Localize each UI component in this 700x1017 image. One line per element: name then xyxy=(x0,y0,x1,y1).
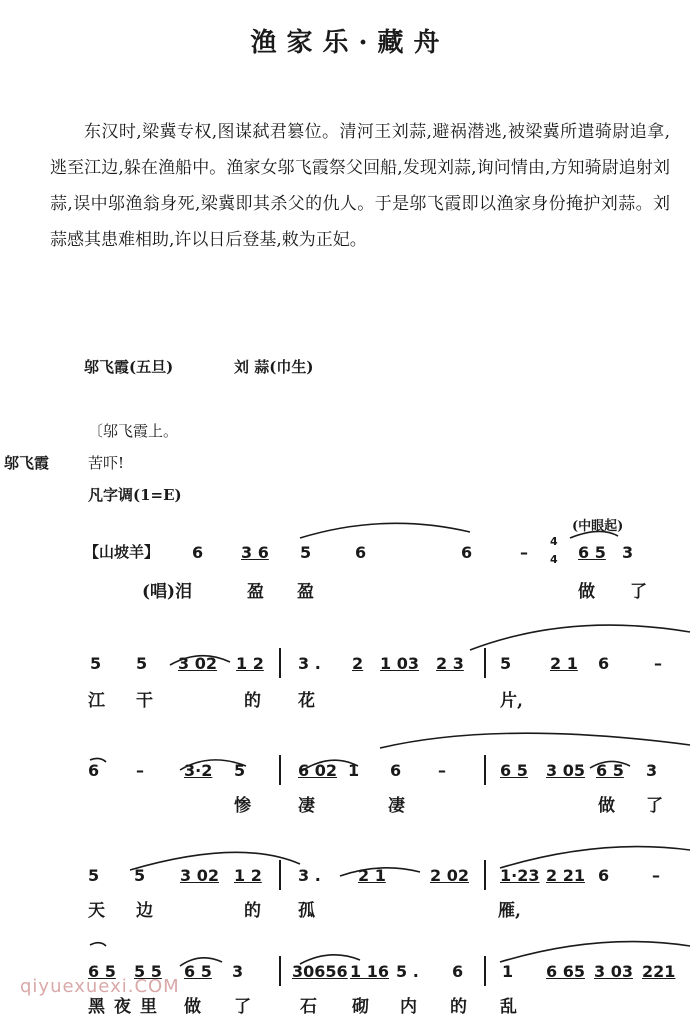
lyric: (唱)泪 xyxy=(142,582,193,602)
note: 2 3 xyxy=(436,654,464,673)
intro-paragraph: 东汉时,梁冀专权,图谋弑君篡位。清河王刘蒜,避祸潜逃,被梁冀所遣骑尉追拿,逃至江边,躲在渔船中。渔家女邬飞霞祭父回船,发现刘蒜,询问情由,方知骑尉追射刘蒜,误中邬渔翁身死,梁冀即其杀父的仇人。于是邬飞霞即以渔家身份掩护刘蒜。刘蒜感其患难相助,许以日后登基,敕为正妃。 xyxy=(50,122,670,250)
note: 6 xyxy=(598,866,610,885)
lyric: 做 xyxy=(578,582,595,602)
note: 6 xyxy=(88,761,100,780)
note: – xyxy=(438,761,446,780)
lyric: 的 xyxy=(450,997,467,1017)
note: – xyxy=(654,654,662,673)
lyric: 孤 xyxy=(298,901,315,921)
note: 1 xyxy=(502,962,514,981)
lyric: 了 xyxy=(646,796,663,816)
note: 3 xyxy=(646,761,658,780)
page-title: 渔家乐·藏舟 xyxy=(250,28,450,58)
note: 6 65 xyxy=(546,962,585,981)
barline xyxy=(279,860,281,890)
note: 3 6 xyxy=(241,543,269,562)
lyric: 片, xyxy=(500,691,523,711)
score-row-3 xyxy=(0,745,700,845)
note: 6 xyxy=(192,543,204,562)
barline xyxy=(279,956,281,986)
note: 1·23 xyxy=(500,866,540,885)
cast-role-2: 刘 蒜(巾生) xyxy=(234,358,314,376)
note: 1 16 xyxy=(350,962,389,981)
stage-direction: 〔邬飞霞上。 xyxy=(88,422,179,440)
note: – xyxy=(652,866,660,885)
note: 2 02 xyxy=(430,866,469,885)
score-row-4 xyxy=(0,850,700,950)
lyric: 边 xyxy=(136,901,153,921)
note: 2 1 xyxy=(358,866,386,885)
note: 3 02 xyxy=(178,654,217,673)
note: 1 2 xyxy=(236,654,264,673)
note: 3 05 xyxy=(546,761,585,780)
note: 6 xyxy=(452,962,464,981)
lyric: 盈 xyxy=(247,582,264,602)
note: 5 xyxy=(300,543,312,562)
lyric: 做 xyxy=(598,796,615,816)
tune-label: 【山坡羊】 xyxy=(84,543,160,561)
watermark: qiyuexuexi.COM xyxy=(20,976,180,997)
note: 5 . xyxy=(396,962,419,981)
lyric: 了 xyxy=(630,582,647,602)
note: 1 03 xyxy=(380,654,419,673)
barline xyxy=(484,755,486,785)
note: 5 xyxy=(500,654,512,673)
lyric: 里 xyxy=(140,997,157,1017)
barline xyxy=(484,956,486,986)
note: 2 21 xyxy=(546,866,585,885)
lyric: 夜 xyxy=(114,997,131,1017)
time-sig-bottom: 4 xyxy=(550,553,558,566)
lyric: 了 xyxy=(234,997,251,1017)
lyric: 江 xyxy=(88,691,105,711)
note: 1 xyxy=(348,761,360,780)
score-row-2 xyxy=(0,640,700,740)
lyric: 做 xyxy=(184,997,201,1017)
note: 5 xyxy=(90,654,102,673)
speaker-name: 邬飞霞 xyxy=(4,454,50,472)
barline xyxy=(279,755,281,785)
lyric: 雁, xyxy=(498,901,521,921)
barline xyxy=(484,860,486,890)
note: 6 xyxy=(461,543,473,562)
note: 6 xyxy=(355,543,367,562)
barline xyxy=(279,648,281,678)
lyric: 惨 xyxy=(234,796,251,816)
score-row-1 xyxy=(0,515,700,615)
lyric: 天 xyxy=(88,901,105,921)
note: 1 2 xyxy=(234,866,262,885)
note: 6 xyxy=(390,761,402,780)
barline xyxy=(484,648,486,678)
lyric: 凄 xyxy=(298,796,315,816)
note: 6 5 xyxy=(578,543,606,562)
note: 5 xyxy=(134,866,146,885)
lyric: 石 xyxy=(300,997,317,1017)
lyric: 盈 xyxy=(297,582,314,602)
note: 6 xyxy=(598,654,610,673)
lyric: 黑 xyxy=(88,997,105,1017)
note: 30656 xyxy=(292,962,348,981)
cast-role-1: 邬飞霞(五旦) xyxy=(84,358,174,376)
note: 5 xyxy=(88,866,100,885)
note: 3 xyxy=(232,962,244,981)
note: 6 5 xyxy=(596,761,624,780)
note: 3 02 xyxy=(180,866,219,885)
note: 6 5 xyxy=(184,962,212,981)
lyric: 砌 xyxy=(352,997,369,1017)
lyric: 凄 xyxy=(388,796,405,816)
note: 6 02 xyxy=(298,761,337,780)
note: 5 xyxy=(136,654,148,673)
note: 3 . xyxy=(298,654,321,673)
note: – xyxy=(136,761,144,780)
note: 2 1 xyxy=(550,654,578,673)
note: 3 . xyxy=(298,866,321,885)
tempo-mark: (中眼起) xyxy=(572,519,624,534)
note: 5 xyxy=(234,761,246,780)
lyric: 乱 xyxy=(500,997,517,1017)
note: – xyxy=(520,543,528,562)
note: 5 5 xyxy=(134,962,162,981)
lyric: 内 xyxy=(400,997,417,1017)
note: 221 xyxy=(642,962,676,981)
key-signature: 凡字调(1=E) xyxy=(88,486,182,504)
note: 3·2 xyxy=(184,761,213,780)
time-sig-top: 4 xyxy=(550,535,558,548)
note: 3 03 xyxy=(594,962,633,981)
lyric: 的 xyxy=(244,691,261,711)
note: 6 5 xyxy=(500,761,528,780)
lyric: 的 xyxy=(244,901,261,921)
note: 2 xyxy=(352,654,364,673)
note: 6 5 xyxy=(88,962,116,981)
lyric: 花 xyxy=(298,691,315,711)
lyric: 干 xyxy=(136,691,153,711)
note: 3 xyxy=(622,543,634,562)
spoken-line: 苦吓! xyxy=(88,454,125,472)
